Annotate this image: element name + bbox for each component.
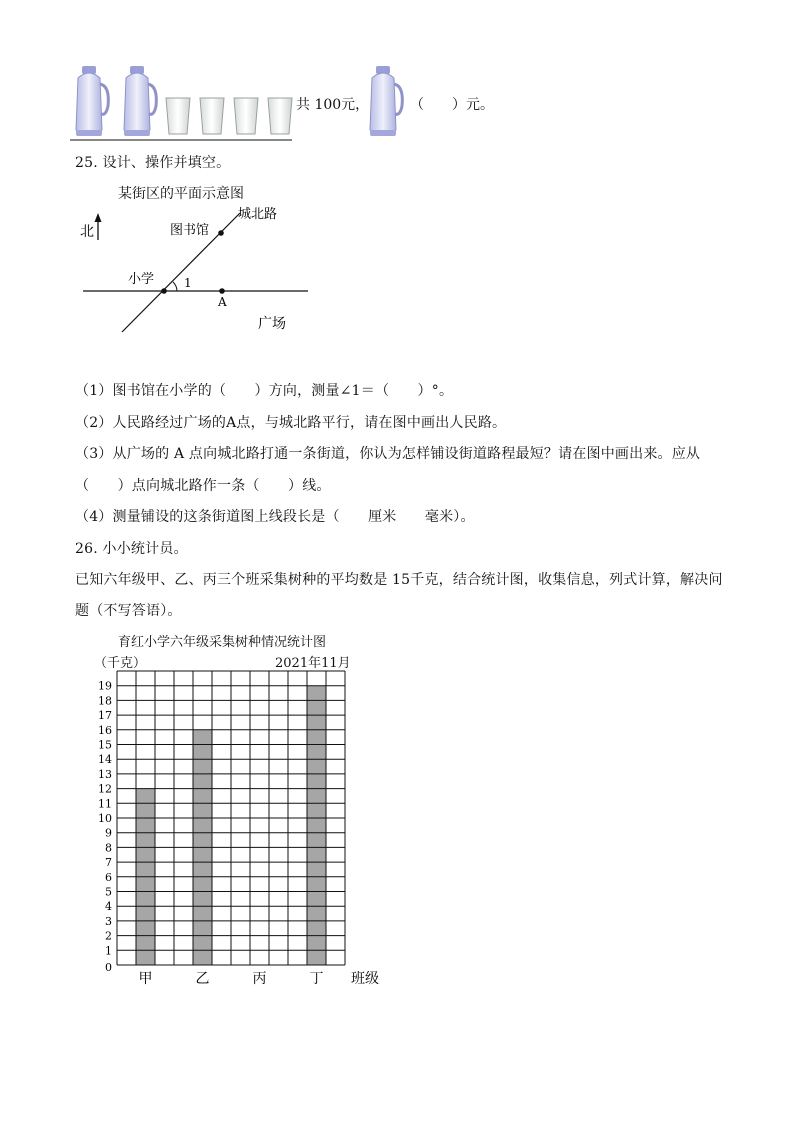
category-label: 丙 xyxy=(252,971,267,987)
street-map-diagram xyxy=(70,200,330,345)
y-tick-label: 13 xyxy=(98,767,112,781)
question-25-3a: （3）从广场的 A 点向城北路打通一条街道，你认为怎样铺设街道路程最短？请在图中画出来。应从 xyxy=(75,446,701,462)
y-tick-label: 10 xyxy=(98,812,112,825)
question-25-4: （4）测量铺设的这条街道图上线段长是（ 厘米 毫米）。 xyxy=(75,509,475,525)
cup-icon xyxy=(234,98,258,134)
y-tick-label: 16 xyxy=(98,723,112,737)
y-tick-label: 0 xyxy=(105,961,112,974)
y-tick-label: 18 xyxy=(98,694,112,708)
y-tick-label: 5 xyxy=(105,885,112,899)
library-label: 图书馆 xyxy=(170,223,210,238)
total-price-text: 共 100元， xyxy=(296,97,370,113)
answer-blank-text: （ ）元。 xyxy=(410,97,494,113)
question-25-2: （2）人民路经过广场的A点，与城北路平行，请在图中画出人民路。 xyxy=(75,415,507,431)
angle-1-arc xyxy=(173,282,177,291)
y-tick-label: 19 xyxy=(98,679,112,693)
thermos-icon xyxy=(124,66,156,136)
library-point xyxy=(218,230,224,236)
bar-丁 xyxy=(307,686,326,965)
chart-ylabel: （千克） xyxy=(94,656,147,671)
y-tick-label: 17 xyxy=(98,709,112,723)
y-tick-label: 1 xyxy=(105,944,112,958)
y-tick-label: 11 xyxy=(98,797,112,811)
y-tick-label: 3 xyxy=(105,914,112,928)
cup-icon xyxy=(200,98,224,134)
y-tick-label: 9 xyxy=(105,826,112,840)
bar-chart xyxy=(80,664,400,994)
question-26-heading: 26. 小小统计员。 xyxy=(75,541,188,557)
thermos-icon xyxy=(76,66,108,136)
y-tick-label: 7 xyxy=(105,856,112,870)
category-label: 甲 xyxy=(138,971,153,987)
point-a xyxy=(219,288,225,294)
y-tick-label: 2 xyxy=(105,929,112,943)
y-tick-label: 14 xyxy=(98,753,112,767)
y-tick-label: 15 xyxy=(98,738,112,752)
thermos-icon xyxy=(366,66,406,140)
school-label: 小学 xyxy=(128,272,155,287)
category-label: 丁 xyxy=(309,971,324,987)
y-tick-label: 12 xyxy=(98,782,112,796)
question-25-heading: 25. 设计、操作并填空。 xyxy=(75,155,231,171)
north-label: 北 xyxy=(80,224,94,240)
thermos-cups-illustration xyxy=(70,62,295,144)
chart-date: 2021年11月 xyxy=(275,656,351,671)
y-tick-label: 8 xyxy=(105,841,112,855)
cup-icon xyxy=(166,98,190,134)
cup-icon xyxy=(268,98,292,134)
road-label: 城北路 xyxy=(238,207,278,222)
x-axis-label: 班级 xyxy=(351,971,379,987)
angle-label: 1 xyxy=(184,276,192,290)
category-label: 乙 xyxy=(195,971,210,987)
y-tick-label: 4 xyxy=(105,900,112,914)
map-title: 某街区的平面示意图 xyxy=(118,186,244,202)
y-tick-label: 6 xyxy=(105,870,112,884)
school-point xyxy=(161,288,167,294)
question-26-desc-2: 题（不写答语）。 xyxy=(75,603,182,619)
square-label: 广场 xyxy=(258,316,286,332)
chart-title: 育红小学六年级采集树种情况统计图 xyxy=(118,635,327,650)
question-25-1: （1）图书馆在小学的（ ）方向，测量∠1＝（ ）°。 xyxy=(75,383,454,399)
point-a-label: A xyxy=(218,295,227,309)
question-25-3b: （ ）点向城北路作一条（ ）线。 xyxy=(75,478,331,494)
question-26-desc-1: 已知六年级甲、乙、丙三个班采集树种的平均数是 15千克，结合统计图，收集信息，列式计算，解决问 xyxy=(75,572,723,588)
